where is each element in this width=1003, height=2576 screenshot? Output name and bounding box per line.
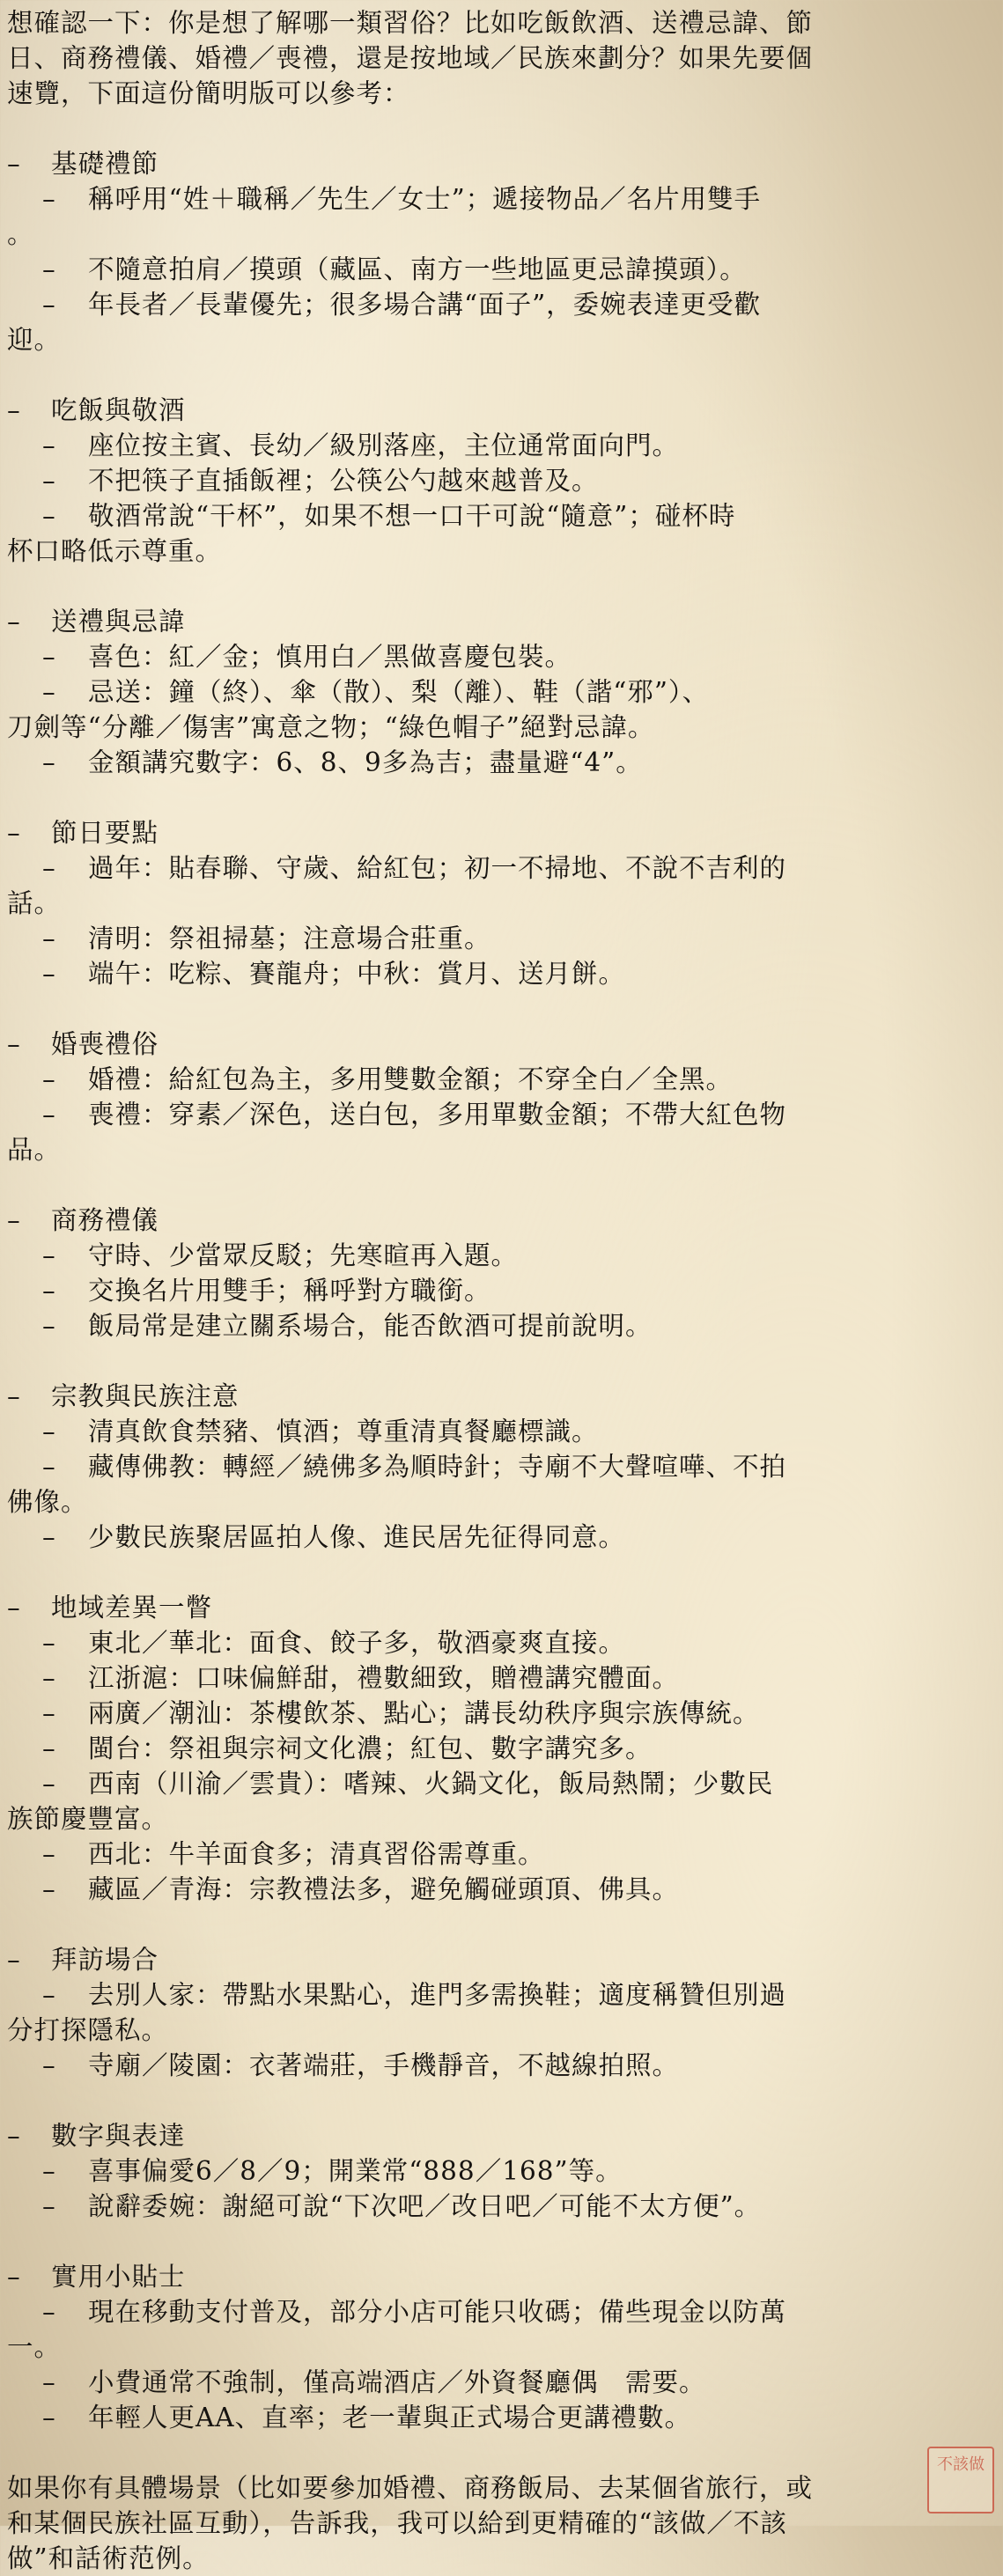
dash-marker: – [7, 1381, 21, 1411]
line-text: 喪禮：穿素／深色，送白包，多用單數金額；不帶大紅色物 [88, 1100, 787, 1130]
list-item [7, 1520, 993, 1555]
dash-marker: – [7, 1945, 21, 1975]
list-item [7, 2294, 993, 2329]
line-text: 飯局常是建立關系場合，能否飲酒可提前說明。 [88, 1311, 653, 1341]
text-line [7, 1484, 993, 1520]
dash-marker: – [42, 1874, 56, 1904]
line-text: 年輕人更AA、直率；老一輩與正式場合更講禮數。 [88, 2403, 692, 2432]
list-item [7, 1062, 993, 1097]
dash-marker: – [42, 1522, 56, 1552]
text-line [7, 217, 993, 252]
dash-marker: – [42, 2050, 56, 2080]
line-text: 喜事偏愛6／8／9；開業常“888／168”等。 [88, 2156, 623, 2186]
section-heading [7, 815, 993, 850]
line-text: 刀劍等“分離／傷害”寓意之物；“綠色帽子”絕對忌諱。 [7, 712, 655, 742]
line-text: 小費通常不強制，僅高端酒店／外資餐廳偶 需要。 [88, 2367, 706, 2397]
paragraph-gap [7, 1343, 993, 1379]
paragraph-gap [7, 1555, 993, 1590]
list-item [7, 2189, 993, 2224]
text-line [7, 2329, 993, 2365]
dash-marker: – [7, 1593, 21, 1623]
dash-marker: – [42, 1100, 56, 1130]
line-text: 座位按主賓、長幼／級別落座，主位通常面向門。 [88, 431, 680, 460]
line-text: 少數民族聚居區拍人像、進民居先征得同意。 [88, 1522, 626, 1552]
text-line [7, 534, 993, 569]
list-item [7, 2400, 993, 2435]
list-item [7, 1660, 993, 1696]
line-text: 商務禮儀 [51, 1205, 159, 1235]
line-text: 東北／華北：面食、餃子多，敬酒豪爽直接。 [88, 1628, 626, 1658]
list-item [7, 639, 993, 674]
list-item [7, 1625, 993, 1660]
list-item [7, 1238, 993, 1273]
paragraph-gap [7, 569, 993, 604]
line-text: 年長者／長輩優先；很多場合講“面子”，委婉表達更受歡 [88, 290, 762, 320]
line-text: 過年：貼春聯、守歲、給紅包；初一不掃地、不說不吉利的 [88, 853, 787, 883]
text-line [7, 2470, 993, 2506]
list-item [7, 1696, 993, 1731]
dash-marker: – [42, 466, 56, 496]
dash-marker: – [42, 1064, 56, 1094]
line-text: 節日要點 [51, 818, 159, 848]
list-item [7, 1872, 993, 1907]
line-text: 實用小貼士 [51, 2262, 186, 2292]
line-text: 不把筷子直插飯裡；公筷公勺越來越普及。 [88, 466, 599, 496]
text-line [7, 5, 993, 40]
list-item [7, 956, 993, 991]
document-body [7, 5, 993, 2576]
dash-marker: – [42, 2191, 56, 2221]
section-heading [7, 146, 993, 181]
dash-marker: – [42, 184, 56, 214]
list-item [7, 181, 993, 217]
section-heading [7, 1590, 993, 1625]
dash-marker: – [42, 642, 56, 672]
dash-marker: – [42, 1311, 56, 1341]
list-item [7, 428, 993, 463]
text-line [7, 710, 993, 745]
dash-marker: – [42, 1240, 56, 1270]
seal-stamp: 不該做 [927, 2447, 994, 2513]
dash-marker: – [42, 1276, 56, 1306]
text-line [7, 1132, 993, 1167]
dash-marker: – [42, 1769, 56, 1799]
section-heading [7, 1379, 993, 1414]
paragraph-gap [7, 1907, 993, 1942]
line-text: 去別人家：帶點水果點心，進門多需換鞋；適度稱贊但別過 [88, 1980, 787, 2010]
dash-marker: – [42, 853, 56, 883]
dash-marker: – [42, 501, 56, 531]
line-text: 端午：吃粽、賽龍舟；中秋：賞月、送月餅。 [88, 959, 626, 989]
list-item [7, 921, 993, 956]
line-text: 數字與表達 [51, 2121, 186, 2151]
line-text: 杯口略低示尊重。 [7, 536, 223, 566]
dash-marker: – [7, 1205, 21, 1235]
line-text: 。 [7, 219, 34, 249]
dash-marker: – [42, 1698, 56, 1728]
paragraph-gap [7, 2083, 993, 2118]
line-text: 基礎禮節 [51, 149, 159, 179]
list-item [7, 1766, 993, 1801]
dash-marker: – [7, 607, 21, 637]
line-text: 如果你有具體場景（比如要參加婚禮、商務飯局、去某個省旅行，或 [7, 2473, 814, 2503]
list-item [7, 252, 993, 287]
section-heading [7, 1942, 993, 1977]
dash-marker: – [42, 2297, 56, 2327]
line-text: 西北：牛羊面食多；清真習俗需尊重。 [88, 1839, 545, 1869]
dash-marker: – [42, 1980, 56, 2010]
paragraph-gap [7, 1167, 993, 1203]
line-text: 拜訪場合 [51, 1945, 159, 1975]
list-item [7, 1449, 993, 1484]
list-item [7, 463, 993, 498]
dash-marker: – [42, 2367, 56, 2397]
list-item [7, 674, 993, 710]
line-text: 交換名片用雙手；稱呼對方職銜。 [88, 1276, 491, 1306]
list-item [7, 1097, 993, 1132]
line-text: 和某個民族社區互動），告訴我，我可以給到更精確的“該做／不該 [7, 2508, 787, 2538]
section-heading [7, 2118, 993, 2153]
list-item [7, 1731, 993, 1766]
section-heading [7, 2259, 993, 2294]
line-text: 日、商務禮儀、婚禮／喪禮，還是按地域／民族來劃分？如果先要個 [7, 43, 814, 73]
paragraph-gap [7, 2224, 993, 2259]
list-item [7, 1308, 993, 1343]
list-item [7, 1414, 993, 1449]
dash-marker: – [42, 1839, 56, 1869]
line-text: 西南（川渝／雲貴）：嗜辣、火鍋文化，飯局熱鬧；少數民 [88, 1769, 774, 1799]
text-line [7, 322, 993, 357]
dash-marker: – [42, 2403, 56, 2432]
line-text: 族節慶豐富。 [7, 1804, 169, 1834]
dash-marker: – [7, 2121, 21, 2151]
section-heading [7, 1027, 993, 1062]
paragraph-gap [7, 111, 993, 146]
dash-marker: – [42, 1733, 56, 1763]
paragraph-gap [7, 991, 993, 1027]
line-text: 喜色：紅／金；慎用白／黑做喜慶包裝。 [88, 642, 572, 672]
dash-marker: – [42, 959, 56, 989]
line-text: 迎。 [7, 325, 62, 355]
list-item [7, 1836, 993, 1872]
paragraph-gap [7, 780, 993, 815]
line-text: 藏區／青海：宗教禮法多，避免觸碰頭頂、佛具。 [88, 1874, 680, 1904]
text-line [7, 2506, 993, 2541]
text-line [7, 2013, 993, 2048]
line-text: 地域差異一瞥 [51, 1593, 213, 1623]
line-text: 品。 [7, 1135, 62, 1165]
line-text: 分打探隱私。 [7, 2015, 169, 2045]
line-text: 兩廣／潮汕：茶樓飲茶、點心；講長幼秩序與宗族傳統。 [88, 1698, 760, 1728]
list-item [7, 2153, 993, 2189]
line-text: 說辭委婉：謝絕可說“下次吧／改日吧／可能不太方便”。 [88, 2191, 762, 2221]
dash-marker: – [7, 395, 21, 425]
dash-marker: – [42, 1417, 56, 1446]
line-text: 宗教與民族注意 [51, 1381, 240, 1411]
line-text: 話。 [7, 888, 62, 918]
list-item [7, 1977, 993, 2013]
line-text: 吃飯與敬酒 [51, 395, 186, 425]
line-text: 守時、少當眾反駁；先寒暄再入題。 [88, 1240, 519, 1270]
line-text: 清明：祭祖掃墓；注意場合莊重。 [88, 924, 491, 953]
line-text: 速覽，下面這份簡明版可以參考： [7, 78, 410, 108]
line-text: 清真飲食禁豬、慎酒；尊重清真餐廳標識。 [88, 1417, 599, 1446]
list-item [7, 2365, 993, 2400]
line-text: 做”和話術范例。 [7, 2543, 210, 2573]
list-item [7, 287, 993, 322]
dash-marker: – [42, 2156, 56, 2186]
text-line [7, 1801, 993, 1836]
line-text: 稱呼用“姓＋職稱／先生／女士”；遞接物品／名片用雙手 [88, 184, 762, 214]
text-line [7, 40, 993, 76]
section-heading [7, 393, 993, 428]
dash-marker: – [42, 290, 56, 320]
line-text: 現在移動支付普及，部分小店可能只收碼；備些現金以防萬 [88, 2297, 787, 2327]
line-text: 婚禮：給紅包為主，多用雙數金額；不穿全白／全黑。 [88, 1064, 734, 1094]
dash-marker: – [42, 747, 56, 777]
line-text: 不隨意拍肩／摸頭（藏區、南方一些地區更忌諱摸頭）。 [88, 254, 747, 284]
line-text: 江浙滬：口味偏鮮甜，禮數細致，贈禮講究體面。 [88, 1663, 680, 1693]
list-item [7, 745, 993, 780]
line-text: 婚喪禮俗 [51, 1029, 159, 1059]
dash-marker: – [42, 924, 56, 953]
dash-marker: – [42, 677, 56, 707]
section-heading [7, 1203, 993, 1238]
text-line [7, 886, 993, 921]
dash-marker: – [7, 818, 21, 848]
line-text: 一。 [7, 2332, 62, 2362]
line-text: 寺廟／陵園：衣著端莊，手機靜音，不越線拍照。 [88, 2050, 680, 2080]
line-text: 佛像。 [7, 1487, 88, 1517]
dash-marker: – [7, 2262, 21, 2292]
dash-marker: – [42, 1663, 56, 1693]
dash-marker: – [7, 1029, 21, 1059]
line-text: 送禮與忌諱 [51, 607, 186, 637]
text-line [7, 2541, 993, 2576]
line-text: 忌送：鐘（終）、傘（散）、梨（離）、鞋（諧“邪”）、 [88, 677, 710, 707]
text-line [7, 76, 993, 111]
line-text: 藏傳佛教：轉經／繞佛多為順時針；寺廟不大聲喧嘩、不拍 [88, 1452, 787, 1482]
list-item [7, 850, 993, 886]
dash-marker: – [42, 431, 56, 460]
line-text: 想確認一下：你是想了解哪一類習俗？比如吃飯飲酒、送禮忌諱、節 [7, 8, 814, 38]
list-item [7, 498, 993, 534]
dash-marker: – [42, 1452, 56, 1482]
paragraph-gap [7, 2435, 993, 2470]
line-text: 敬酒常說“干杯”，如果不想一口干可說“隨意”；碰杯時 [88, 501, 736, 531]
line-text: 閩台：祭祖與宗祠文化濃；紅包、數字講究多。 [88, 1733, 653, 1763]
paragraph-gap [7, 357, 993, 393]
section-heading [7, 604, 993, 639]
dash-marker: – [42, 254, 56, 284]
dash-marker: – [7, 149, 21, 179]
list-item [7, 2048, 993, 2083]
line-text: 金額講究數字：6、8、9多為吉；盡量避“4”。 [88, 747, 643, 777]
list-item [7, 1273, 993, 1308]
dash-marker: – [42, 1628, 56, 1658]
